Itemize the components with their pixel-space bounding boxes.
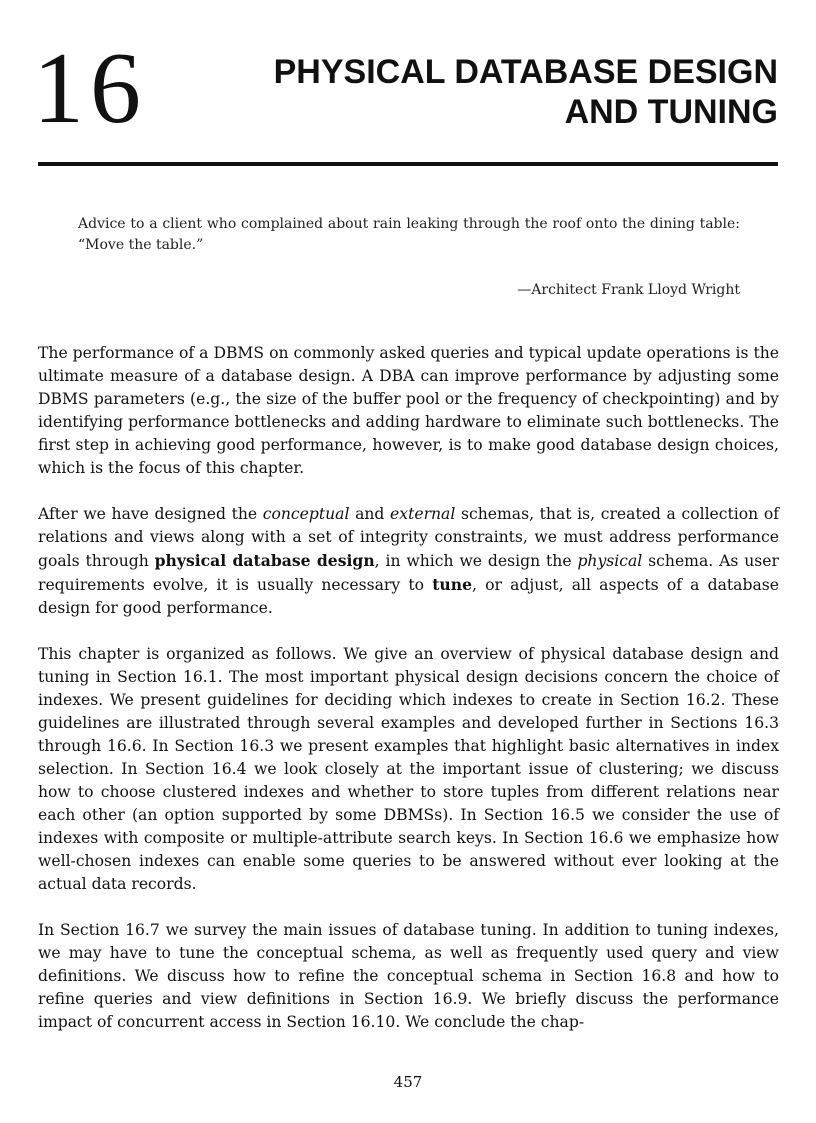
page-number: 457 [393,1073,423,1091]
p2-text-3: schemas, that is, created a collection of relations and views along with a set of integrity constraints, we must address performance goals through [38,505,779,570]
epigraph-attribution: —Architect Frank Lloyd Wright [517,282,740,298]
p2-term-conceptual: conceptual [262,505,350,523]
paragraph-2 [38,503,779,620]
p2-term-physical: physical [577,552,643,570]
p2-term-external: external [390,505,456,523]
chapter-title [274,52,778,132]
p2-text-5: schema. As user requirements evolve, it is usually necessary to [38,552,779,594]
p2-text-4: , in which we design the [374,552,578,570]
epigraph-quote: Advice to a client who complained about rain leaking through the roof onto the dining table: “Move the table.” [78,216,740,253]
p2-text-6: , or adjust, all aspects of a database design for good performance. [38,576,779,617]
paragraph-1: The performance of a DBMS on commonly asked queries and typical update operations is the ultimate measure of a database design. A DBA can improve performance by adjusting some DBMS parameters (e.g., the size of the buffer pool or the frequency of checkpointing) and by identifying performance bottlenecks and adding hardware to eliminate such bottlenecks. The first step in achieving good performance, however, is to make good database design choices, which is the focus of this chapter. [38,344,779,477]
title-rule [38,162,778,166]
chapter-title-line-2: AND TUNING [564,93,778,131]
chapter-title-line-1: PHYSICAL DATABASE DESIGN [273,53,778,91]
chapter-number: 16 [33,32,147,145]
p2-term-physical-database-design: physical database design [154,551,375,570]
paragraph-3: This chapter is organized as follows. We give an overview of physical database design and tuning in Section 16.1. The most important physical design decisions concern the choice of indexes. We present guidelines for deciding which indexes to create in Section 16.2. These guidelines are illustrated through several examples and developed further in Sections 16.3 through 16.6. In Section 16.3 we present examples that highlight basic alternatives in index selection. In Section 16.4 we look closely at the important issue of clustering; we discuss how to choose clustered indexes and whether to store tuples from different relations near each other (an option supported by some DBMSs). In Section 16.5 we consider the use of indexes with composite or multiple-attribute search keys. In Section 16.6 we emphasize how well-chosen indexes can enable some queries to be answered without ever looking at the actual data records. [38,645,779,893]
p2-text-2: and [349,505,391,523]
p2-term-tune: tune [432,575,472,594]
body-text [38,342,779,1057]
paragraph-4: In Section 16.7 we survey the main issues of database tuning. In addition to tuning indexes, we may have to tune the conceptual schema, as well as frequently used query and view definitions. We discuss how to refine the conceptual schema in Section 16.8 and how to refine queries and view definitions in Section 16.9. We briefly discuss the performance impact of concurrent access in Section 16.10. We conclude the chap- [38,921,779,1031]
p2-text-1: After we have designed the [38,505,263,523]
